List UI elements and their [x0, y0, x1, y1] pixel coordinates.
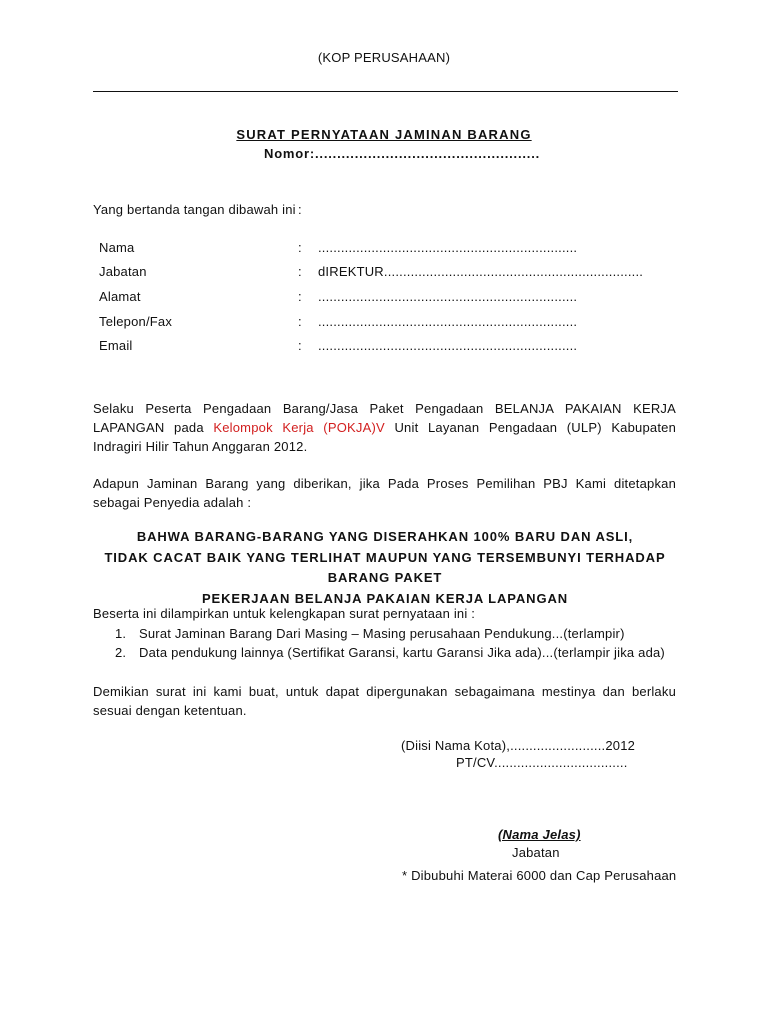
list-text: Surat Jaminan Barang Dari Masing – Masing perusahaan Pendukung...(terlampir)	[139, 626, 625, 641]
paragraph-text: Selaku Peserta Pengadaan Barang/Jasa Paket Pengadaan BELANJA PAKAIAN KERJA LAPANGAN pada	[93, 401, 676, 435]
attachments-intro: Beserta ini dilampirkan untuk kelengkapan surat pernyataan ini :	[93, 606, 476, 621]
list-text: Data pendukung lainnya (Sertifikat Garansi, kartu Garansi Jika ada)...(terlampir jika ada)	[139, 645, 665, 660]
document-number: Nomor:...................................................	[264, 146, 541, 161]
list-number: 1.	[115, 626, 127, 641]
guarantee-statement	[80, 527, 690, 609]
field-label: Telepon/Fax	[99, 314, 173, 329]
field-value: dIREKTUR....................................................................	[318, 264, 644, 279]
field-colon: :	[298, 240, 302, 255]
intro-line	[93, 202, 302, 217]
field-colon: :	[298, 289, 302, 304]
signature-position: Jabatan	[512, 845, 560, 860]
field-email	[99, 338, 659, 356]
field-label: Nama	[99, 240, 135, 255]
statement-line: BAHWA BARANG-BARANG YANG DISERAHKAN 100% BARU DAN ASLI,	[136, 529, 634, 544]
paragraph-participant	[93, 399, 676, 456]
field-colon: :	[298, 338, 302, 353]
field-value: ....................................................................	[318, 240, 578, 255]
statement-line: TIDAK CACAT BAIK YANG TERLIHAT MAUPUN YANG TERSEMBUNYI TERHADAP BARANG PAKET	[104, 549, 666, 585]
signature-name: (Nama Jelas)	[498, 827, 581, 842]
field-label: Jabatan	[99, 264, 147, 279]
pokja-highlight: Kelompok Kerja (POKJA)V	[213, 420, 385, 435]
header-divider	[93, 91, 678, 92]
paragraph-text: Unit Layanan Pengadaan (ULP) Kabupaten Indragiri Hilir Tahun Anggaran 2012.	[93, 420, 677, 454]
field-telepon-fax	[99, 314, 659, 332]
field-label: Email	[99, 338, 133, 353]
signature-city-date: (Diisi Nama Kota),.........................2012	[401, 738, 636, 753]
document-title: SURAT PERNYATAAN JAMINAN BARANG	[236, 127, 532, 142]
intro-text: Yang bertanda tangan dibawah ini	[93, 202, 296, 217]
stamp-note: * Dibubuhi Materai 6000 dan Cap Perusahaan	[402, 868, 677, 883]
letterhead-placeholder: (KOP PERUSAHAAN)	[317, 50, 451, 65]
field-colon: :	[298, 314, 302, 329]
signature-company: PT/CV...................................	[456, 755, 628, 770]
field-value: ....................................................................	[318, 338, 578, 353]
field-alamat	[99, 289, 659, 307]
statement-line: PEKERJAAN BELANJA PAKAIAN KERJA LAPANGAN	[201, 590, 569, 606]
field-label: Alamat	[99, 289, 141, 304]
list-number: 2.	[115, 645, 127, 660]
closing-paragraph: Demikian surat ini kami buat, untuk dapat dipergunakan sebagaimana mestinya dan berlaku sesuai dengan ketentuan.	[93, 684, 676, 718]
field-nama	[99, 240, 659, 258]
intro-colon: :	[298, 202, 302, 217]
field-jabatan	[99, 264, 659, 282]
field-value: ....................................................................	[318, 289, 578, 304]
field-value: ....................................................................	[318, 314, 578, 329]
paragraph-guarantee: Adapun Jaminan Barang yang diberikan, jika Pada Proses Pemilihan PBJ Kami ditetapkan sebagai Penyedia adalah :	[93, 476, 676, 510]
field-colon: :	[298, 264, 302, 279]
